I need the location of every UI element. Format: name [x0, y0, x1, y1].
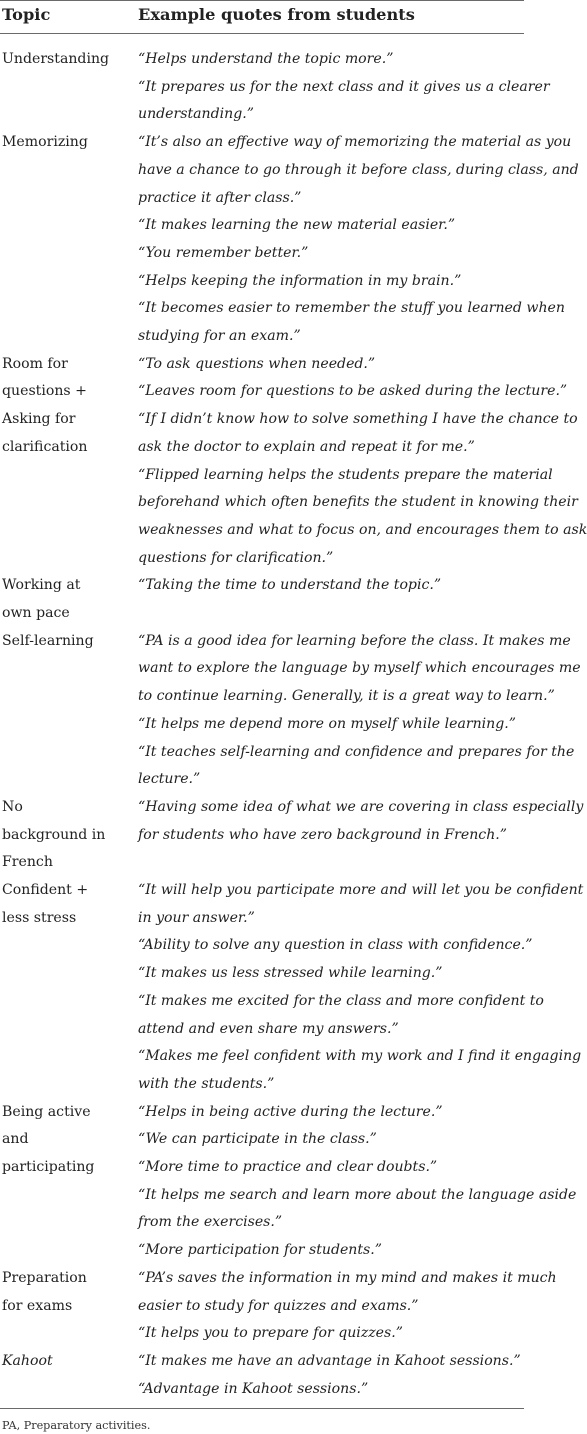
quote-line: “Makes me feel confident with my work and I find it engaging	[138, 1048, 582, 1065]
topic-line: Self-learning	[2, 632, 94, 649]
topic-line: Kahoot	[2, 1352, 53, 1369]
quote-line: “Taking the time to understand the topic.”	[138, 577, 442, 594]
topic-line: Memorizing	[2, 134, 88, 151]
quote-line: “PA is a good idea for learning before the class. It makes me	[138, 632, 571, 649]
quote-line: practice it after class.”	[138, 189, 302, 206]
header-topic: Topic	[2, 5, 51, 24]
quote-line: “More participation for students.”	[138, 1242, 382, 1259]
quote-line: “Having some idea of what we are covering in class especially	[138, 798, 584, 815]
quote-line: “To ask questions when needed.”	[138, 355, 376, 372]
quote-line: “It helps you to prepare for quizzes.”	[138, 1325, 403, 1342]
topic-line: Being active	[2, 1103, 91, 1120]
quote-line: studying for an exam.”	[138, 328, 301, 344]
quote-line: lecture.”	[138, 771, 201, 788]
quote-line: “It makes learning the new material easier.”	[138, 217, 456, 234]
topic-line: background in	[2, 826, 106, 843]
quote-line: “Leaves room for questions to be asked during the lecture.”	[138, 383, 568, 400]
quote-line: “It makes us less stressed while learning.”	[138, 965, 443, 982]
quote-line: “It’s also an effective way of memorizing the material as you	[138, 134, 572, 151]
quote-line: “It helps me depend more on myself while learning.”	[138, 715, 516, 732]
quote-line: understanding.”	[138, 106, 254, 123]
topic-line: for exams	[2, 1297, 73, 1314]
quote-line: “We can participate in the class.”	[138, 1131, 377, 1148]
topic-line: Asking for	[2, 411, 76, 428]
quote-line: with the students.”	[138, 1075, 275, 1092]
topic-line: French	[2, 854, 53, 871]
quote-line: ask the doctor to explain and repeat it for me.”	[138, 438, 475, 455]
quote-line: to continue learning. Generally, it is a great way to learn.”	[138, 688, 555, 705]
topic-line: Understanding	[2, 51, 110, 67]
quote-line: attend and even share my answers.”	[138, 1020, 399, 1037]
quote-line: “It teaches self-learning and confidence and prepares for the	[138, 743, 575, 760]
quote-line: “More time to practice and clear doubts.”	[138, 1159, 438, 1175]
topic-line: own pace	[2, 605, 70, 621]
topic-line: questions +	[2, 383, 87, 400]
quote-line: “It becomes easier to remember the stuff you learned when	[138, 300, 565, 317]
quote-line: have a chance to go through it before class, during class, and	[138, 161, 579, 178]
quote-line: “PA’s saves the information in my mind and makes it much	[138, 1269, 557, 1286]
quote-line: “Ability to solve any question in class with confidence.”	[138, 937, 533, 954]
topic-line: less stress	[2, 909, 77, 926]
quote-line: “It helps me search and learn more about the language aside	[138, 1186, 577, 1203]
quote-line: in your answer.”	[138, 909, 255, 926]
quote-line: “It makes me have an advantage in Kahoot sessions.”	[138, 1352, 521, 1369]
quote-line: beforehand which often benefits the student in knowing their	[138, 494, 578, 511]
quote-line: easier to study for quizzes and exams.”	[138, 1297, 419, 1314]
table-header	[0, 0, 524, 34]
topic-line: Confident +	[2, 882, 89, 898]
topic-line: participating	[2, 1159, 95, 1175]
quote-line: “Helps keeping the information in my brain.”	[138, 272, 462, 289]
quote-line: “Helps understand the topic more.”	[138, 51, 394, 67]
topic-line: No	[2, 798, 23, 815]
quote-line: from the exercises.”	[138, 1214, 283, 1231]
quote-line: want to explore the language by myself which encourages me	[138, 660, 581, 677]
topic-line: Preparation	[2, 1269, 87, 1286]
quote-line: “Helps in being active during the lecture.”	[138, 1103, 443, 1120]
quote-line: questions for clarification.”	[138, 549, 334, 566]
quote-line: “If I didn’t know how to solve something I have the chance to	[138, 411, 578, 428]
topic-line: and	[2, 1131, 29, 1148]
topic-line: clarification	[2, 438, 88, 455]
footnote: PA, Preparatory activities.	[2, 1419, 151, 1433]
quote-line: “You remember better.”	[138, 244, 309, 261]
header-quotes: Example quotes from students	[138, 5, 415, 24]
table-bottom-rule	[0, 1408, 524, 1409]
quote-line: “It prepares us for the next class and it gives us a clearer	[138, 78, 550, 95]
quote-line: weaknesses and what to focus on, and encourages them to ask	[138, 521, 587, 538]
quote-line: “It will help you participate more and will let you be confident	[138, 882, 584, 898]
topic-line: Working at	[2, 577, 81, 594]
topic-line: Room for	[2, 355, 68, 372]
quote-line: “Advantage in Kahoot sessions.”	[138, 1380, 369, 1397]
quote-line: “It makes me excited for the class and more confident to	[138, 992, 544, 1009]
quote-line: for students who have zero background in French.”	[138, 826, 507, 843]
quote-line: “Flipped learning helps the students prepare the material	[138, 466, 553, 483]
